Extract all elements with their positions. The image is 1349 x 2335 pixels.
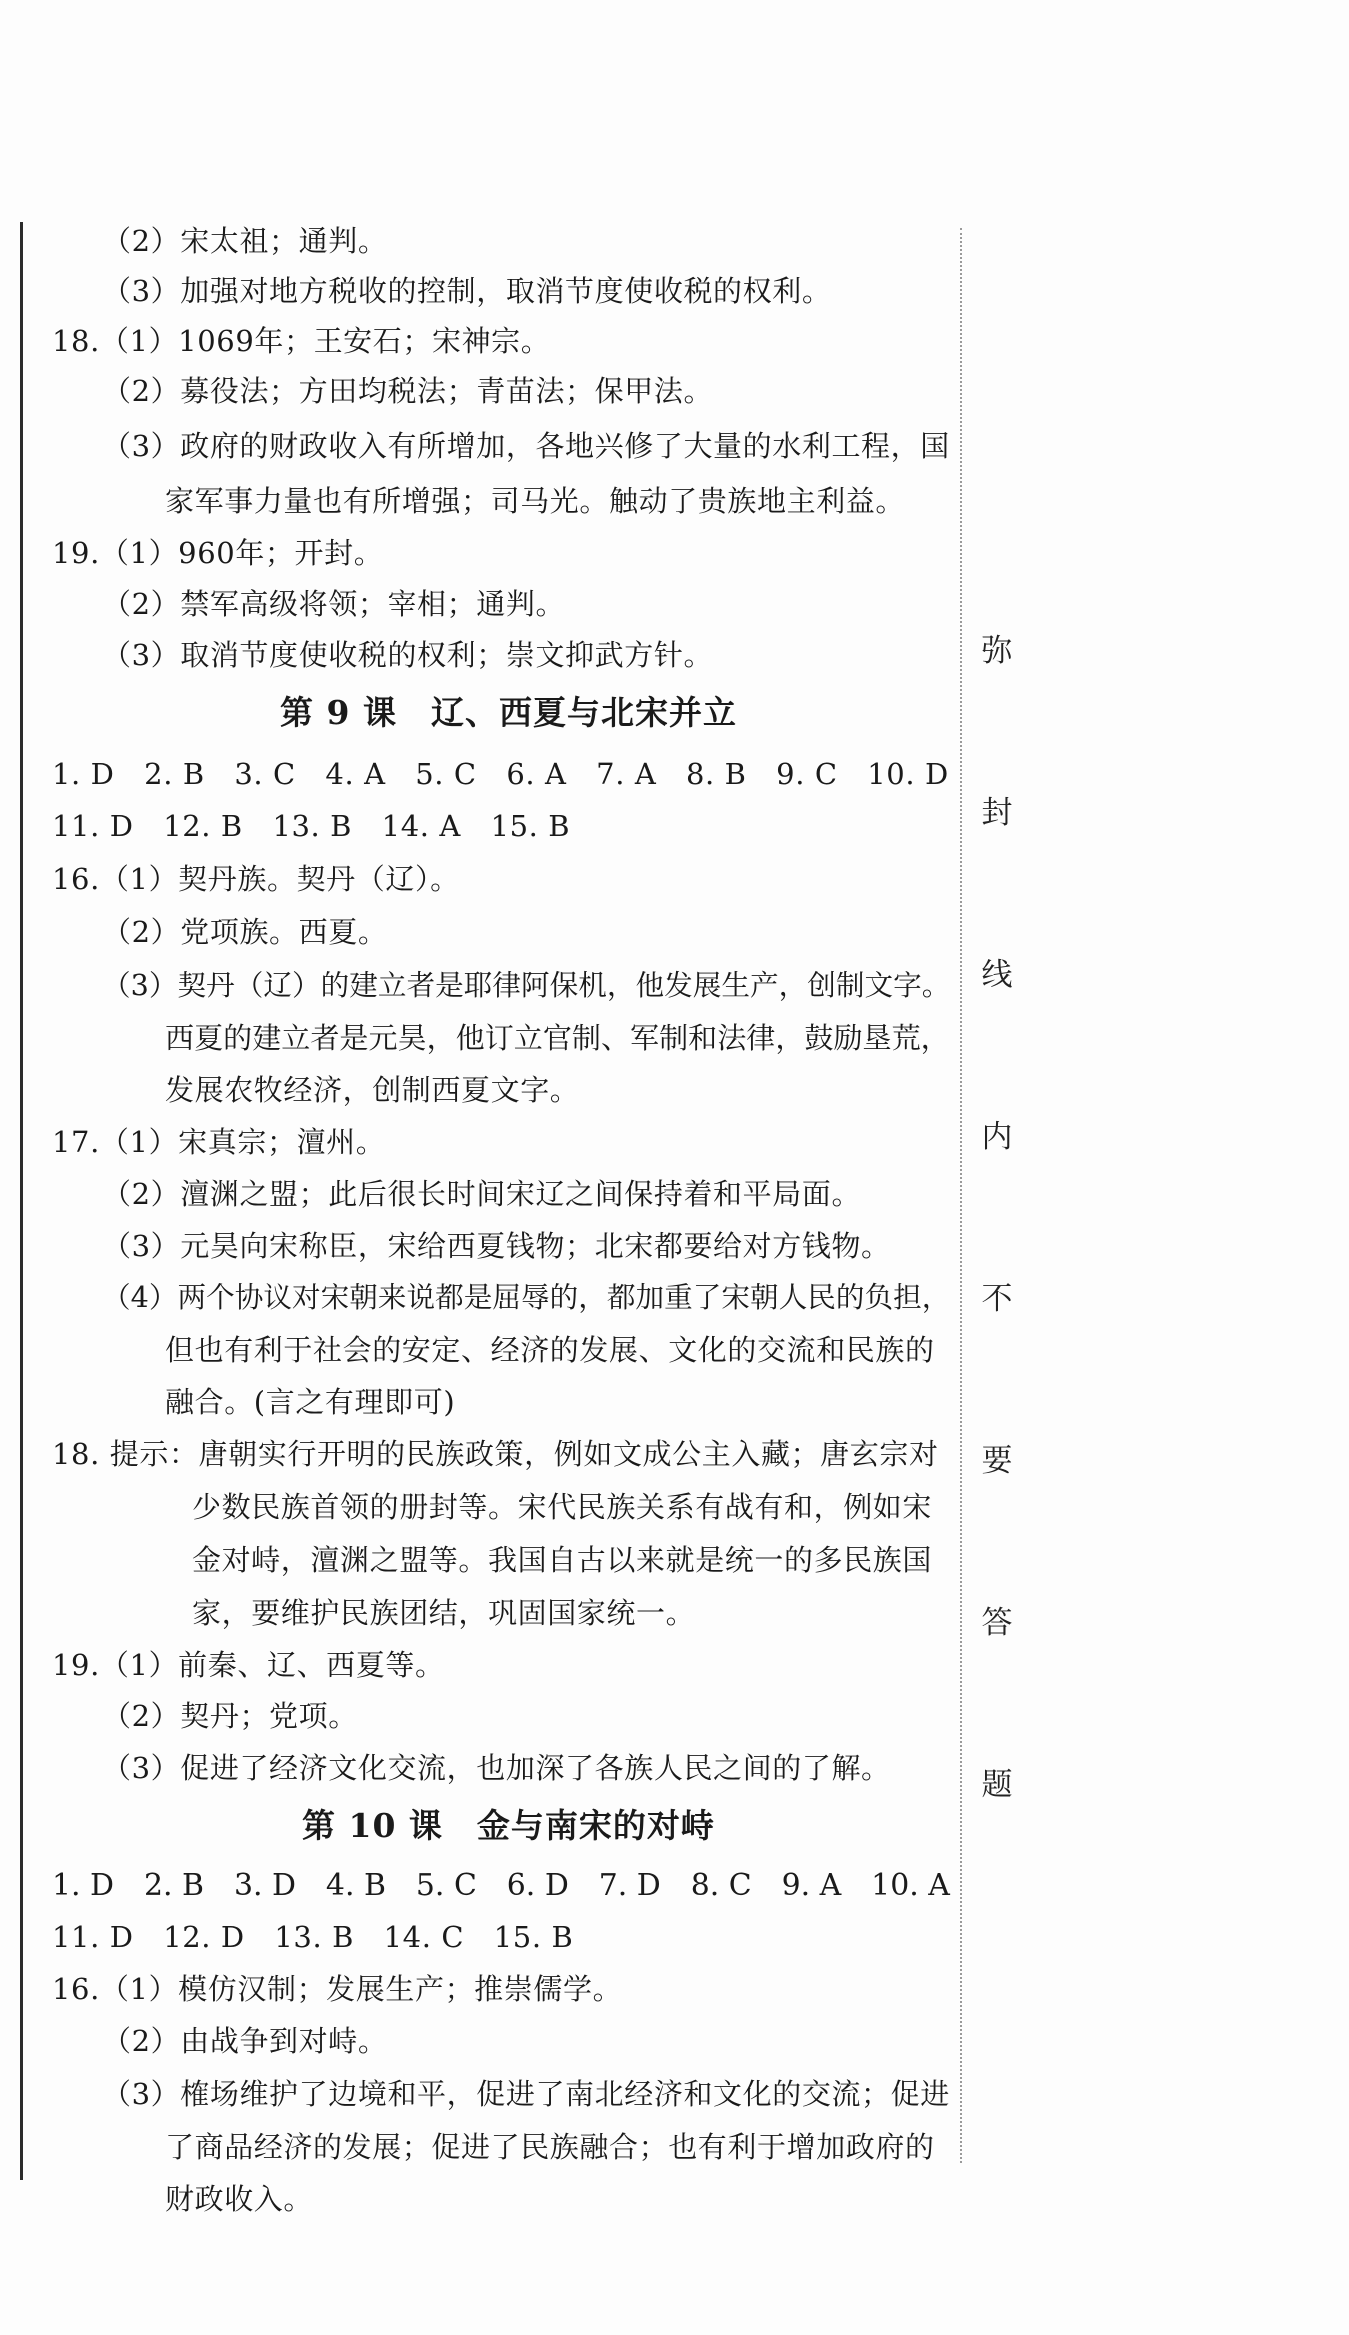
answer-line: （4）两个协议对宋朝来说都是屈辱的，都加重了宋朝人民的负担， (102, 1280, 951, 1314)
answer-line: 金对峙，澶渊之盟等。我国自古以来就是统一的多民族国 (192, 1543, 933, 1577)
answer-line: 17.（1）宋真宗；澶州。 (52, 1125, 386, 1159)
answer-line: 家军事力量也有所增强；司马光。触动了贵族地主利益。 (165, 484, 906, 518)
answer-line: 16.（1）契丹族。契丹（辽）。 (52, 862, 460, 896)
answer-line: 发展农牧经济，创制西夏文字。 (165, 1073, 580, 1107)
answer-line: （2）禁军高级将领；宰相；通判。 (102, 587, 566, 621)
seal-char: 弥 (981, 633, 1013, 669)
answer-line: （3）榷场维护了边境和平，促进了南北经济和文化的交流；促进 (102, 2077, 950, 2111)
seal-char: 答 (981, 1605, 1013, 1641)
answer-line: 18. 提示：唐朝实行开明的民族政策，例如文成公主入藏；唐玄宗对 (52, 1437, 939, 1471)
choice-answers-row: 1. D 2. B 3. D 4. B 5. C 6. D 7. D 8. C 9. A 10. A (52, 1868, 950, 1903)
answer-line: （2）党项族。西夏。 (102, 915, 388, 949)
answer-line: （2）募役法；方田均税法；青苗法；保甲法。 (102, 374, 714, 408)
answer-line: （2）宋太祖；通判。 (102, 224, 388, 258)
choice-answers-row: 1. D 2. B 3. C 4. A 5. C 6. A 7. A 8. B 9. C 10. D (52, 757, 949, 791)
answer-line: 18.（1）1069年；王安石；宋神宗。 (52, 324, 551, 358)
choice-answers-row: 11. D 12. B 13. B 14. A 15. B (52, 809, 571, 843)
answer-line: 少数民族首领的册封等。宋代民族关系有战有和，例如宋 (192, 1490, 933, 1524)
answer-line: 19.（1）960年；开封。 (52, 536, 384, 570)
seal-char: 不 (981, 1281, 1013, 1317)
answer-line: （3）元昊向宋称臣，宋给西夏钱物；北宋都要给对方钱物。 (102, 1229, 891, 1263)
seal-char: 线 (981, 957, 1013, 993)
answer-line: 融合。(言之有理即可) (165, 1385, 456, 1419)
answer-line: 19.（1）前秦、辽、西夏等。 (52, 1648, 445, 1682)
answer-line: 家，要维护民族团结，巩固国家统一。 (192, 1596, 696, 1630)
seal-char: 封 (981, 795, 1013, 831)
answer-line: 但也有利于社会的安定、经济的发展、文化的交流和民族的 (165, 1333, 935, 1367)
answer-line: （2）由战争到对峙。 (102, 2024, 388, 2058)
answer-line: （3）取消节度使收税的权利；崇文抑武方针。 (102, 638, 714, 672)
answer-line: （2）契丹；党项。 (102, 1699, 358, 1733)
answer-line: 了商品经济的发展；促进了民族融合；也有利于增加政府的 (165, 2130, 935, 2164)
answer-line: （3）加强对地方税收的控制，取消节度使收税的权利。 (102, 274, 832, 308)
answer-line: （3）政府的财政收入有所增加，各地兴修了大量的水利工程，国 (102, 429, 950, 463)
seal-char: 内 (981, 1119, 1013, 1155)
answer-line: （3）促进了经济文化交流，也加深了各族人民之间的了解。 (102, 1751, 891, 1785)
answer-line: （2）澶渊之盟；此后很长时间宋辽之间保持着和平局面。 (102, 1177, 862, 1211)
answer-line: 西夏的建立者是元昊，他订立官制、军制和法律，鼓励垦荒， (165, 1021, 950, 1055)
lesson-10-title: 第 10 课 金与南宋的对峙 (302, 1806, 715, 1845)
seal-char: 题 (981, 1767, 1013, 1803)
answer-line: 财政收入。 (165, 2182, 314, 2216)
seal-dotted-line (960, 228, 962, 2163)
left-border-line (20, 222, 23, 2180)
answer-line: （3）契丹（辽）的建立者是耶律阿保机，他发展生产，创制文字。 (102, 968, 951, 1002)
choice-answers-row: 11. D 12. D 13. B 14. C 15. B (52, 1920, 574, 1954)
answer-line: 16.（1）模仿汉制；发展生产；推崇儒学。 (52, 1972, 623, 2006)
lesson-9-title: 第 9 课 辽、西夏与北宋并立 (280, 693, 737, 732)
seal-char: 要 (981, 1443, 1013, 1479)
